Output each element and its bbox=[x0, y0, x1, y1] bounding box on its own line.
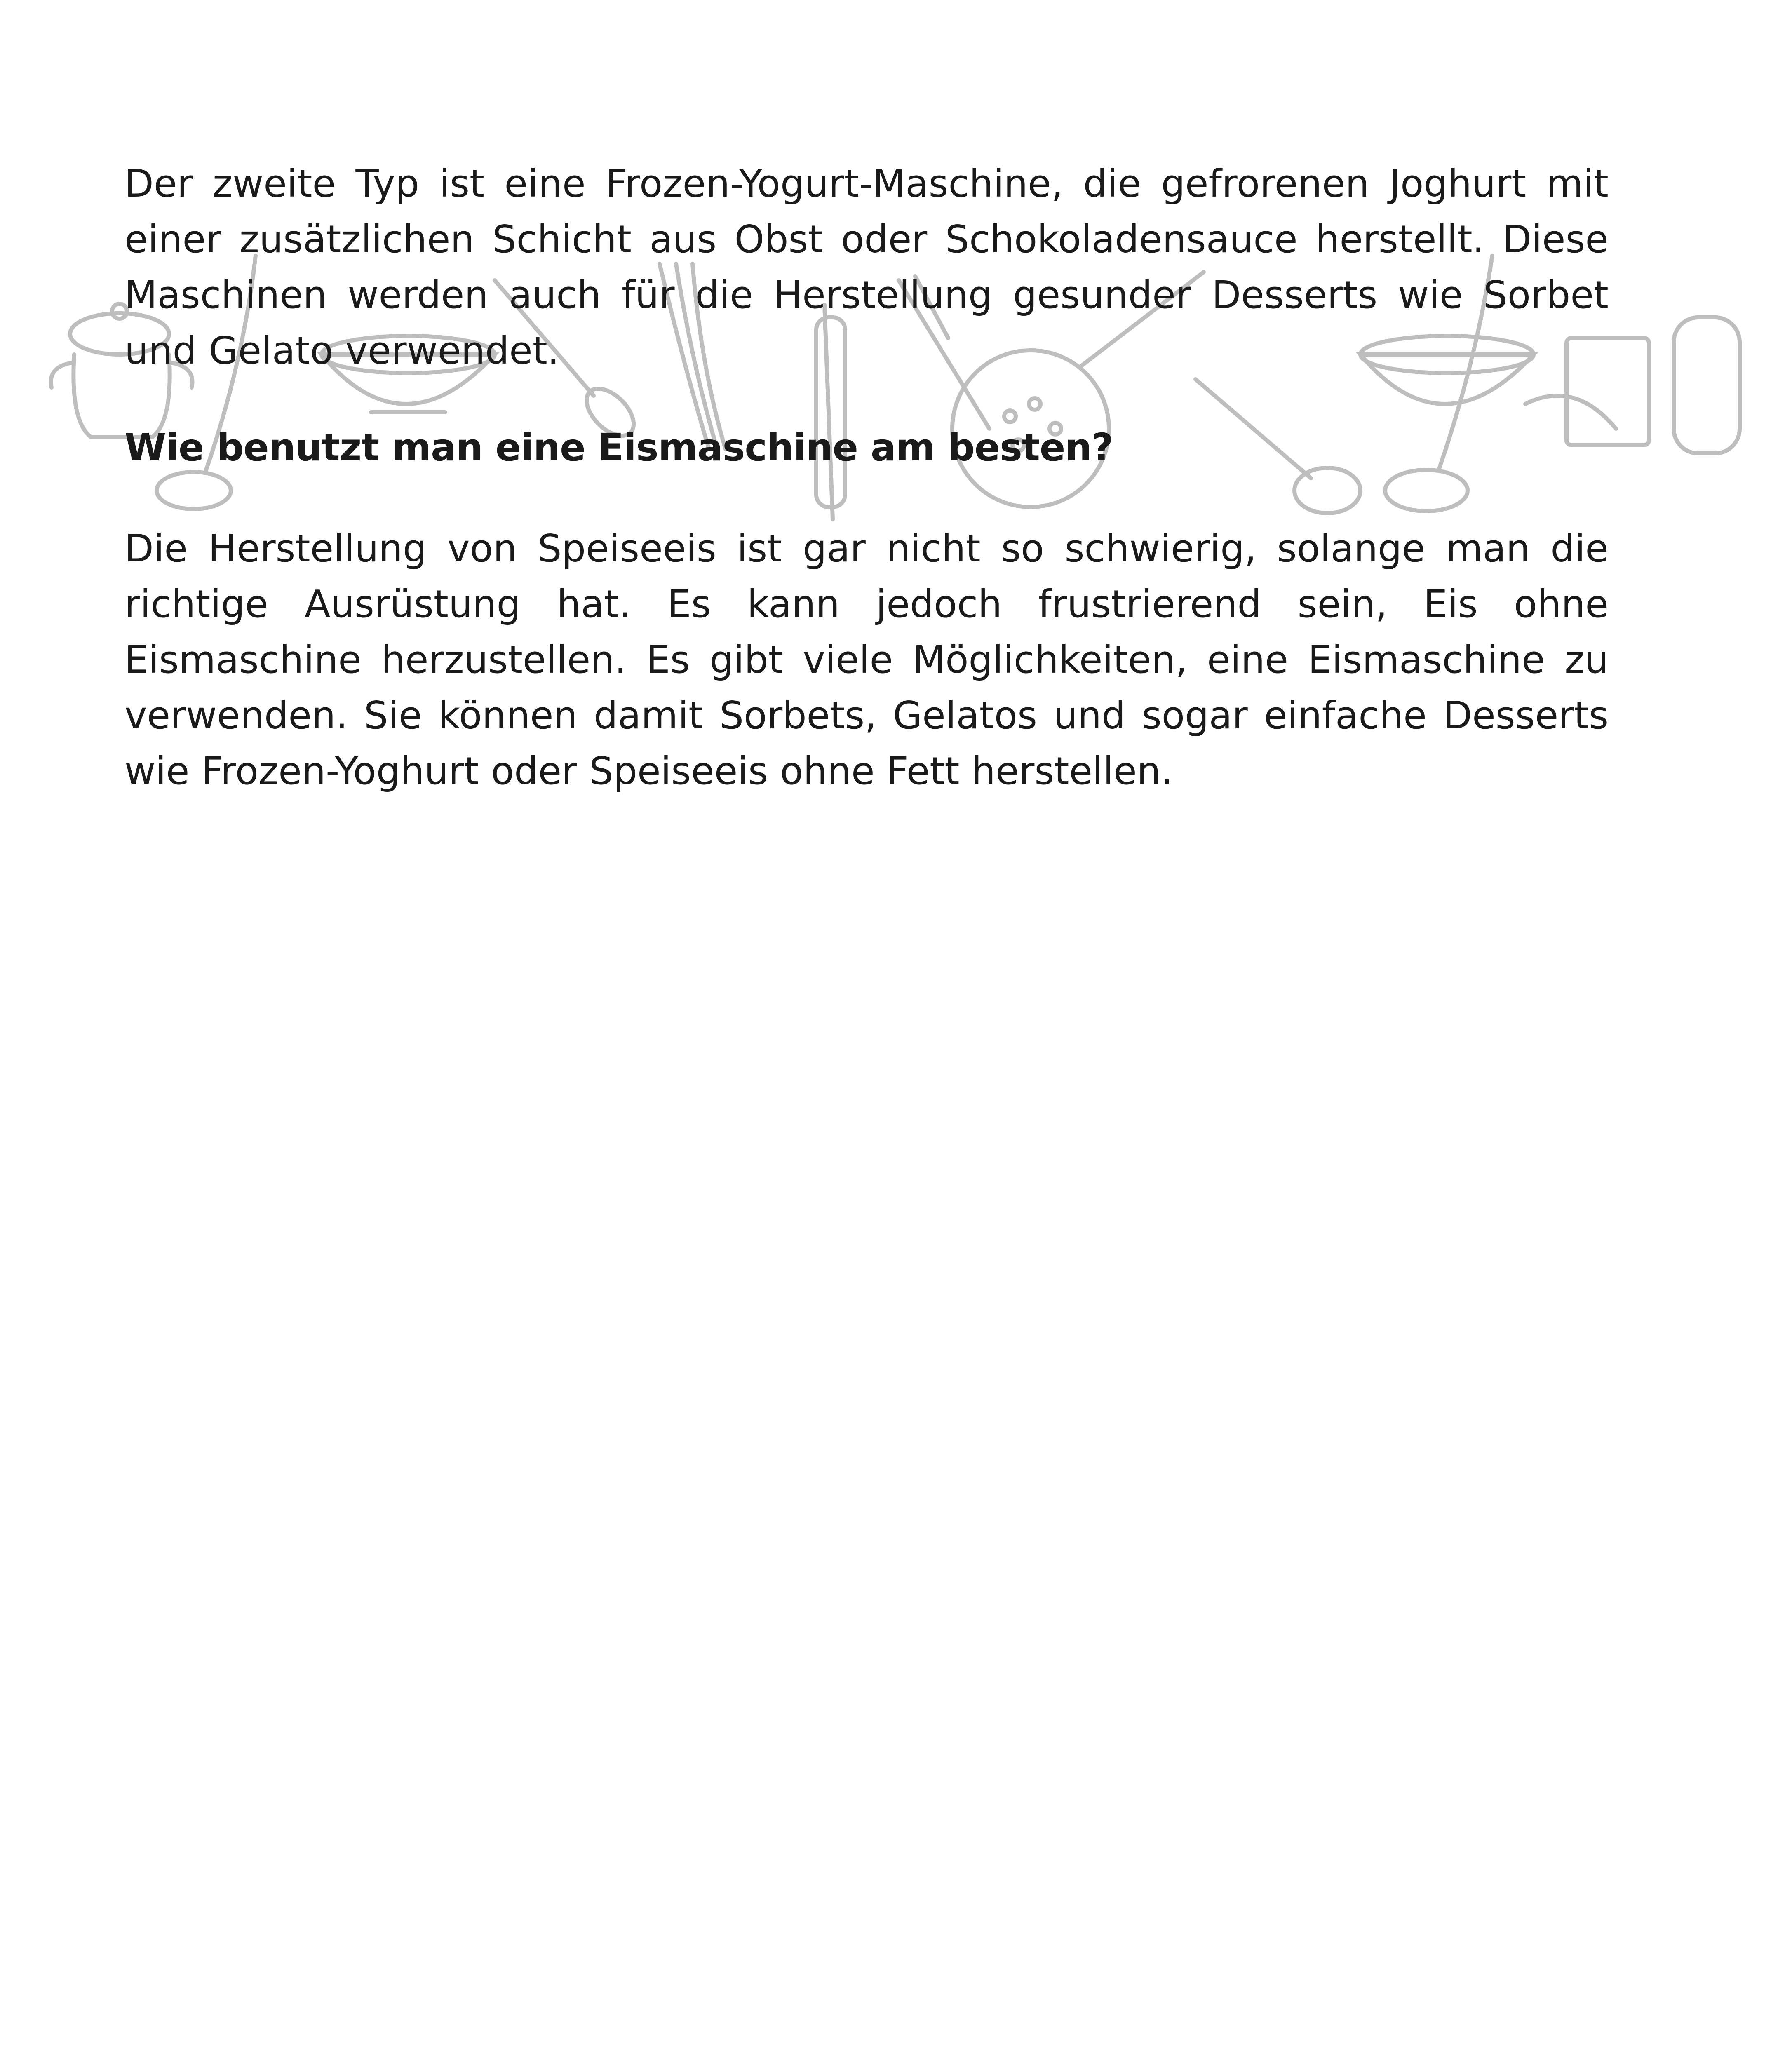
body-paragraph-2: Die Herstellung von Speiseeis ist gar nicht so schwierig, solange man die richtige Ausrüstung hat. Es kann jedoch frustrierend sein, Eis ohne Eismaschine herzustellen. Es gibt viele Möglichkeiten, eine Eismaschine zu verwenden. Sie können damit Sorbets, Gelatos und sogar einfache Desserts wie Frozen-Yoghurt oder Speiseeis ohne Fett herstellen. bbox=[124, 526, 1609, 793]
document-content bbox=[124, 156, 1609, 799]
body-paragraph-1: Der zweite Typ ist eine Frozen-Yogurt-Maschine, die gefrorenen Joghurt mit einer zusätzlichen Schicht aus Obst oder Schokoladensauce herstellt. Diese Maschinen werden auch für die Herstellung gesunder Desserts wie Sorbet und Gelato verwendet. bbox=[124, 162, 1609, 373]
section-heading: Wie benutzt man eine Eismaschine am besten? bbox=[124, 425, 1113, 469]
